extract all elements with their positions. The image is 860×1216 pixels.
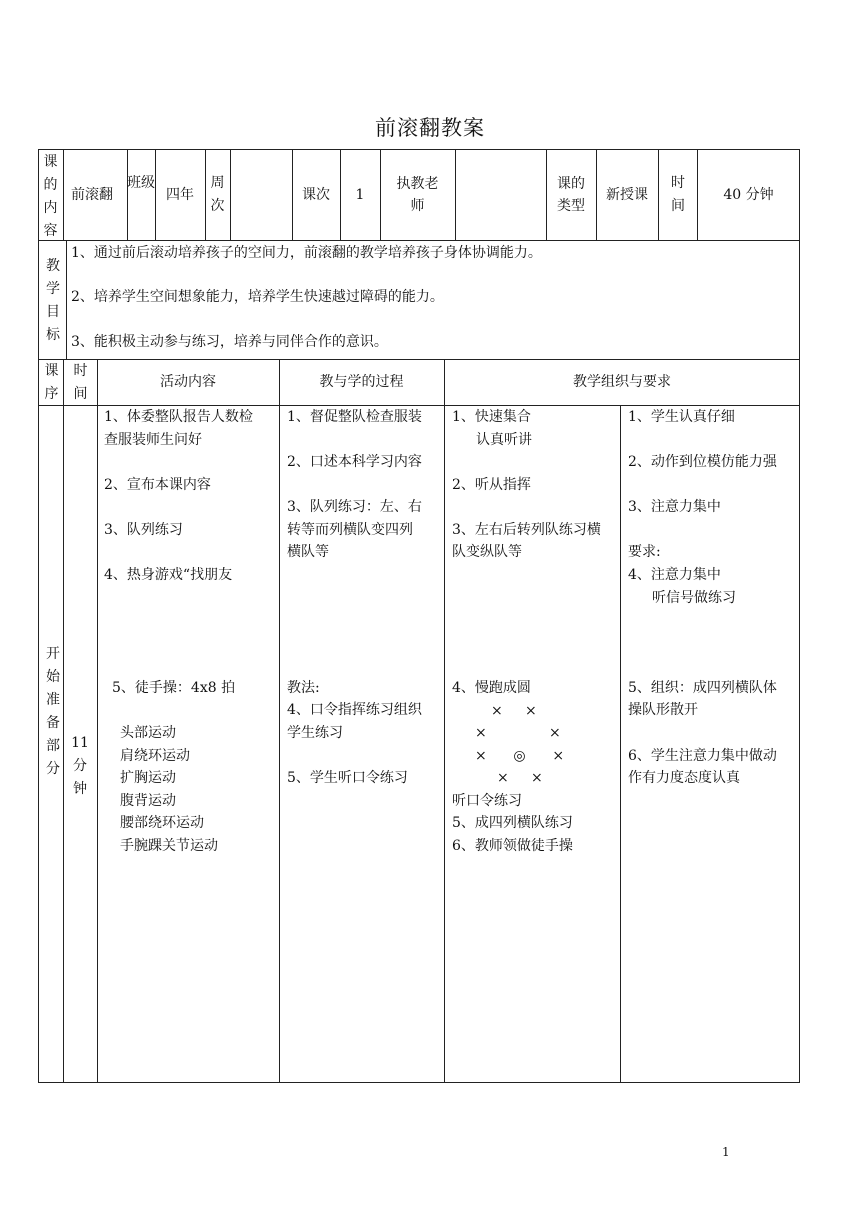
- goal-item: 3、能积极主动参与练习，培养与同伴合作的意识。: [71, 334, 388, 350]
- time-value: 40 分钟: [723, 187, 774, 203]
- lesson-no-label: 课次: [302, 187, 330, 203]
- type-value: 新授课: [606, 187, 648, 203]
- col-divider: [230, 149, 231, 240]
- process-line: 2、口述本科学习内容: [287, 454, 422, 470]
- col-divider: [97, 359, 98, 1083]
- col-header-content: 活动内容: [160, 374, 216, 390]
- page-number: 1: [722, 1145, 730, 1159]
- section-name: 开始准备部分: [46, 646, 60, 777]
- process-line: 3、队列练习：左、右: [287, 499, 422, 515]
- requirement-line: 5、组织：成四列横队体: [628, 680, 777, 696]
- col-divider: [279, 359, 280, 1083]
- row-divider: [38, 359, 800, 360]
- requirement-line: 2、动作到位模仿能力强: [628, 454, 777, 470]
- content-line: 2、宣布本课内容: [104, 477, 211, 493]
- page-title: 前滚翻教案: [375, 116, 485, 140]
- teacher-label-line2: 师: [410, 198, 425, 214]
- formation-row: × ×: [497, 770, 543, 786]
- goal-item: 2、培养学生空间想象能力，培养学生快速越过障碍的能力。: [71, 289, 444, 305]
- process-line: 转等而列横队变四列: [287, 522, 413, 538]
- organization-line: 4、慢跑成圆: [452, 680, 531, 696]
- col-divider: [63, 359, 64, 1083]
- process-line: 教法:: [287, 680, 320, 696]
- organization-line: 3、左右后转列队练习横: [452, 522, 601, 538]
- content-line: 腹背运动: [120, 793, 176, 809]
- col-divider: [444, 359, 445, 1083]
- course-label: 课的内容: [43, 154, 58, 239]
- time-label: 时间: [671, 175, 685, 214]
- col-divider: [658, 149, 659, 240]
- row-divider: [38, 240, 800, 241]
- formation-row: × ◎ ×: [475, 748, 565, 764]
- formation-row: × ×: [491, 703, 537, 719]
- organization-line: 5、成四列横队练习: [452, 815, 573, 831]
- process-line: 4、口令指挥练习组织: [287, 702, 422, 718]
- content-line: 查服装师生问好: [104, 432, 202, 448]
- content-line: 头部运动: [120, 725, 176, 741]
- organization-line: 认真听讲: [476, 432, 532, 448]
- requirement-line: 要求:: [628, 544, 661, 560]
- col-divider: [66, 240, 67, 359]
- section-time-line1: 11: [71, 735, 89, 751]
- class-value: 四年: [166, 187, 194, 203]
- section-time-line3: 钟: [73, 781, 87, 797]
- process-line: 学生练习: [287, 725, 343, 741]
- lesson-no-value: 1: [355, 187, 365, 203]
- organization-line: 队变纵队等: [452, 544, 522, 560]
- section-time-line2: 分: [73, 758, 87, 774]
- organization-line: 6、教师领做徒手操: [452, 838, 573, 854]
- goal-item: 1、通过前后滚动培养孩子的空间力，前滚翻的教学培养孩子身体协调能力。: [71, 245, 542, 261]
- organization-line: 1、快速集合: [452, 409, 531, 425]
- teacher-label-line1: 执教老: [396, 176, 439, 192]
- col-divider: [63, 149, 64, 240]
- goals-label: 教学目标: [46, 258, 60, 343]
- col-header-process: 教与学的过程: [319, 374, 404, 390]
- content-line: 4、热身游戏“找朋友: [104, 567, 233, 583]
- requirement-line: 操队形散开: [628, 702, 698, 718]
- requirement-line: 1、学生认真仔细: [628, 409, 735, 425]
- class-label: 班级: [127, 175, 155, 191]
- requirement-line: 作有力度态度认真: [628, 770, 740, 786]
- course-value: 前滚翻: [71, 187, 113, 203]
- requirement-line: 3、注意力集中: [628, 499, 721, 515]
- content-line: 1、体委整队报告人数检: [104, 409, 253, 425]
- process-line: 5、学生听口令练习: [287, 770, 408, 786]
- content-line: 手腕踝关节运动: [120, 838, 218, 854]
- content-line: 肩绕环运动: [120, 748, 190, 764]
- type-label-line2: 类型: [557, 198, 585, 214]
- type-label-line1: 课的: [557, 176, 585, 192]
- week-label: 周次: [210, 175, 225, 214]
- process-line: 横队等: [287, 544, 329, 560]
- requirement-line: 6、学生注意力集中做动: [628, 748, 777, 764]
- organization-line: 听口令练习: [452, 793, 522, 809]
- formation-row: × ×: [475, 725, 561, 741]
- col-divider: [620, 405, 621, 1083]
- col-divider: [455, 149, 456, 240]
- requirement-line: 4、注意力集中: [628, 567, 721, 583]
- content-line: 5、徒手操：4x8 拍: [112, 680, 236, 696]
- content-line: 扩胸运动: [120, 770, 176, 786]
- process-line: 1、督促整队检查服装: [287, 409, 422, 425]
- requirement-line: 听信号做练习: [652, 590, 736, 606]
- col-header-organization: 教学组织与要求: [573, 374, 671, 390]
- col-header-order: 课序: [44, 363, 59, 402]
- content-line: 腰部绕环运动: [120, 815, 204, 831]
- organization-line: 2、听从指挥: [452, 477, 531, 493]
- col-header-time: 时间: [73, 363, 88, 402]
- content-line: 3、队列练习: [104, 522, 183, 538]
